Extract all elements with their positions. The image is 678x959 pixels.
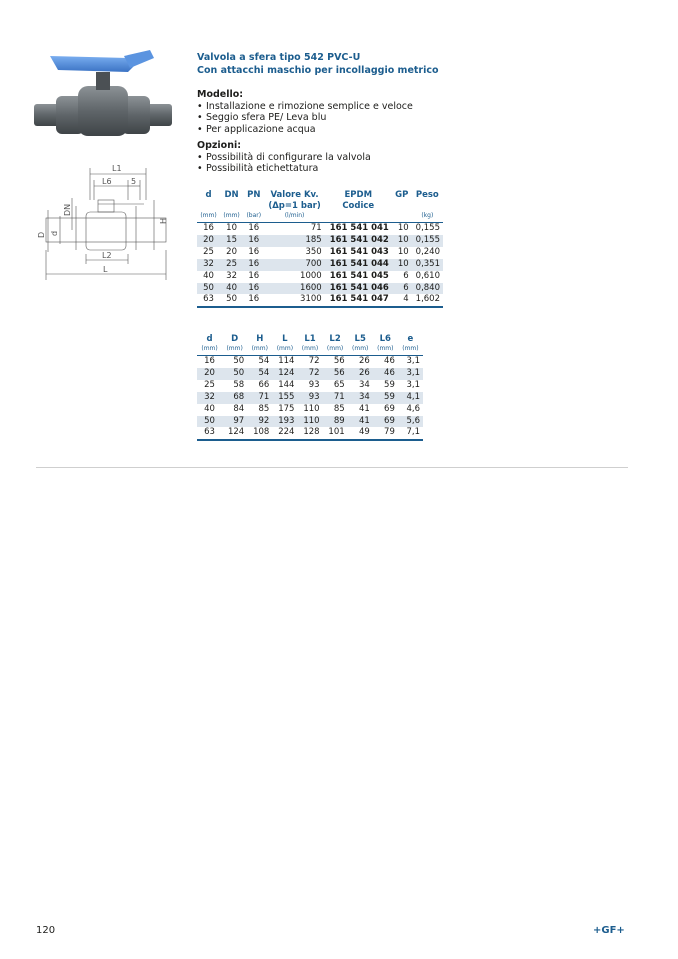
table-cell: 161 541 042	[325, 235, 392, 247]
label-dn: DN	[63, 203, 72, 216]
table-cell: 10	[226, 223, 237, 233]
unit-label: (mm)	[201, 345, 218, 352]
table-row	[197, 368, 423, 380]
unit-label: (kg)	[421, 212, 434, 219]
table-cell: 0,240	[415, 246, 440, 257]
table-cell: 25	[203, 246, 214, 257]
table-cell: 4,1	[398, 392, 423, 404]
modello-list	[197, 101, 413, 136]
table-cell: 46	[384, 356, 395, 366]
table-cell: 1600	[264, 283, 324, 295]
list-item: • Per applicazione acqua	[197, 124, 413, 136]
label-l: L	[103, 265, 108, 274]
table-cell: 110	[297, 416, 322, 428]
col-header: DN	[224, 190, 239, 200]
table-cell: 72	[308, 356, 320, 366]
unit-label: (mm)	[326, 345, 344, 352]
table-cell: 15	[220, 235, 243, 247]
table-cell: 71	[310, 223, 322, 233]
table-cell: 49	[358, 427, 370, 438]
col-header: d	[205, 190, 212, 200]
table-cell: 3100	[300, 294, 322, 305]
table-cell: 16	[203, 223, 214, 233]
table-cell: 65	[333, 379, 345, 390]
list-item: • Seggio sfera PE/ Leva blu	[197, 112, 413, 124]
table-cell: 0,351	[412, 259, 443, 271]
table-row	[197, 392, 423, 404]
table-cell: 63	[204, 427, 215, 438]
table-cell: 66	[258, 379, 270, 390]
unit-label: (mm)	[402, 345, 419, 352]
table-cell: 0,610	[415, 270, 440, 281]
spec-table-dimensions	[197, 334, 423, 441]
table-cell: 56	[333, 356, 345, 366]
table-cell: 71	[247, 392, 272, 404]
table-cell: 32	[197, 392, 222, 404]
table-cell: 20	[197, 368, 222, 380]
table-cell: 700	[264, 259, 324, 271]
unit-label: (mm)	[223, 212, 240, 219]
table-row	[197, 294, 443, 307]
opzioni-heading: Opzioni:	[197, 140, 242, 151]
table-cell: 50	[233, 356, 245, 366]
table-cell: 50	[197, 416, 222, 428]
title-line-1: Valvola a sfera tipo 542 PVC-U	[197, 52, 361, 63]
table-cell: 7,1	[406, 427, 420, 438]
table-cell: 20	[197, 235, 220, 247]
table-row	[197, 223, 443, 235]
table-cell: 71	[323, 392, 348, 404]
modello-heading: Modello:	[197, 89, 244, 100]
table-cell: 92	[247, 416, 272, 428]
title-line-2: Con attacchi maschio per incollaggio metrico	[197, 64, 439, 76]
table-row	[197, 416, 423, 428]
col-header: PN	[247, 190, 261, 200]
table-cell: 32	[197, 259, 220, 271]
table-cell: 46	[373, 368, 398, 380]
list-item: • Possibilità di configurare la valvola	[197, 152, 371, 164]
opzioni-list	[197, 152, 371, 175]
col-header: GP	[395, 190, 409, 200]
gf-logo: +GF+	[593, 925, 625, 936]
table-cell: 32	[226, 270, 237, 281]
col-header-2	[392, 201, 412, 212]
table-cell: 1000	[300, 270, 322, 281]
table-cell: 0,155	[412, 235, 443, 247]
col-header: d	[206, 334, 213, 344]
table-cell: 185	[264, 235, 324, 247]
col-header: Valore Kv.	[270, 190, 319, 200]
spec-table-codes-body	[197, 223, 443, 308]
table-cell: 144	[278, 379, 295, 390]
table-cell: 68	[222, 392, 247, 404]
table-cell: 110	[303, 403, 320, 414]
table-cell: 54	[258, 356, 270, 366]
unit-label: (mm)	[251, 345, 268, 352]
table-cell: 161 541 041	[329, 223, 389, 233]
table-row	[197, 271, 443, 283]
label-l6: L6	[102, 177, 112, 186]
section-divider	[36, 467, 628, 468]
spec-table-dimensions-body	[197, 356, 423, 441]
table-cell: 161 541 044	[325, 259, 392, 271]
dimension-drawing	[36, 160, 186, 285]
opzioni-section	[197, 140, 371, 175]
table-cell: 79	[384, 427, 395, 438]
table-cell: 16	[248, 294, 260, 305]
table-cell: 97	[222, 416, 247, 428]
label-l1: L1	[112, 164, 122, 173]
table-cell: 124	[227, 427, 245, 438]
table-cell: 155	[272, 392, 297, 404]
label-d-inner: d	[50, 230, 59, 236]
table-cell: 0,155	[415, 223, 440, 233]
unit-label: (l/min)	[284, 212, 305, 219]
table-cell: 41	[358, 403, 370, 414]
col-header: H	[256, 334, 264, 344]
page-number: 120	[36, 925, 56, 936]
table-cell: 6	[392, 283, 412, 295]
table-row	[197, 404, 423, 416]
table-cell: 350	[305, 246, 322, 257]
technical-drawing	[36, 160, 186, 285]
col-header: L1	[304, 334, 316, 344]
table-cell: 108	[253, 427, 270, 438]
table-cell: 4,6	[406, 403, 420, 414]
table-cell: 58	[233, 379, 245, 390]
product-photo	[28, 46, 178, 141]
table-cell: 63	[203, 294, 214, 305]
table-cell: 5,6	[398, 416, 423, 428]
table-cell: 101	[328, 427, 345, 438]
table-cell: 40	[220, 283, 243, 295]
table-cell: 16	[243, 283, 264, 295]
table-cell: 85	[333, 403, 345, 414]
table-cell: 0,840	[412, 283, 443, 295]
unit-label: (mm)	[301, 345, 319, 352]
unit-label: (mm)	[276, 345, 294, 352]
col-header: L6	[379, 334, 391, 344]
table-cell: 4	[403, 294, 409, 305]
col-header-2	[243, 201, 264, 212]
table-cell: 3,1	[398, 368, 423, 380]
table-cell: 59	[384, 379, 395, 390]
col-header-2: Codice	[342, 201, 375, 211]
table-row	[197, 380, 423, 392]
unit-label: (mm)	[226, 345, 243, 352]
table-cell: 50	[226, 294, 237, 305]
table-cell: 69	[384, 403, 395, 414]
table-cell: 16	[248, 246, 260, 257]
table-cell: 10	[392, 259, 412, 271]
table-cell: 161 541 046	[325, 283, 392, 295]
table-row	[197, 235, 443, 247]
table-cell: 10	[392, 235, 412, 247]
table-cell: 3,1	[406, 379, 420, 390]
unit-label	[325, 212, 392, 223]
col-header: e	[407, 334, 414, 344]
label-l5: 5	[131, 177, 137, 186]
col-header-2	[197, 201, 220, 212]
table-cell: 72	[297, 368, 322, 380]
label-d-outer: D	[37, 231, 46, 238]
table-cell: 10	[397, 246, 409, 257]
product-title	[197, 52, 439, 77]
table-cell: 1,602	[415, 294, 440, 305]
table-cell: 89	[323, 416, 348, 428]
col-header-2	[220, 201, 243, 212]
table-cell: 84	[233, 403, 245, 414]
table-cell: 10	[397, 223, 409, 233]
table-cell: 34	[358, 379, 370, 390]
table-cell: 193	[272, 416, 297, 428]
table-row	[197, 259, 443, 271]
col-header-2: (Δp=1 bar)	[268, 201, 321, 211]
col-header: L5	[354, 334, 366, 344]
table-cell: 124	[272, 368, 297, 380]
col-header: Peso	[415, 190, 439, 200]
label-h: H	[159, 217, 168, 224]
unit-label: (bar)	[246, 212, 262, 219]
modello-section	[197, 89, 413, 135]
table-cell: 25	[204, 379, 215, 390]
table-cell: 69	[373, 416, 398, 428]
table-cell: 161 541 045	[329, 270, 389, 281]
table-cell: 3,1	[406, 356, 420, 366]
table-row	[197, 356, 423, 368]
table-cell: 175	[278, 403, 295, 414]
table-row	[197, 247, 443, 259]
table-cell: 85	[258, 403, 270, 414]
unit-label: (mm)	[200, 212, 217, 219]
table-cell: 16	[248, 223, 260, 233]
list-item: • Installazione e rimozione semplice e veloce	[197, 101, 413, 113]
table-cell: 54	[247, 368, 272, 380]
col-header: D	[231, 334, 239, 344]
table-cell: 161 541 047	[329, 294, 389, 305]
table-cell: 50	[197, 283, 220, 295]
table-cell: 26	[358, 356, 370, 366]
table-cell: 128	[303, 427, 320, 438]
table-cell: 34	[348, 392, 373, 404]
table-cell: 16	[204, 356, 215, 366]
table-row	[197, 283, 443, 295]
ball-valve-image	[28, 46, 178, 141]
table-cell: 161 541 043	[329, 246, 389, 257]
table-cell: 16	[243, 235, 264, 247]
unit-label	[392, 212, 412, 223]
col-header: L	[282, 334, 288, 344]
table-cell: 40	[204, 403, 215, 414]
table-cell: 25	[220, 259, 243, 271]
table-cell: 59	[373, 392, 398, 404]
col-header-2	[412, 201, 443, 212]
table-cell: 93	[308, 379, 320, 390]
table-cell: 6	[403, 270, 409, 281]
table-cell: 20	[226, 246, 237, 257]
table-cell: 56	[323, 368, 348, 380]
table-row	[197, 427, 423, 440]
spec-table-codes	[197, 190, 443, 308]
table-cell: 224	[278, 427, 295, 438]
list-item: • Possibilità etichettatura	[197, 163, 371, 175]
col-header: L2	[329, 334, 341, 344]
table-cell: 93	[297, 392, 322, 404]
table-cell: 16	[243, 259, 264, 271]
unit-label: (mm)	[352, 345, 369, 352]
table-cell: 50	[222, 368, 247, 380]
table-cell: 41	[348, 416, 373, 428]
table-cell: 40	[203, 270, 214, 281]
table-cell: 16	[248, 270, 260, 281]
col-header: EPDM	[344, 190, 373, 200]
unit-label: (mm)	[377, 345, 394, 352]
table-cell: 26	[348, 368, 373, 380]
label-l2: L2	[102, 251, 112, 260]
table-cell: 114	[278, 356, 295, 366]
